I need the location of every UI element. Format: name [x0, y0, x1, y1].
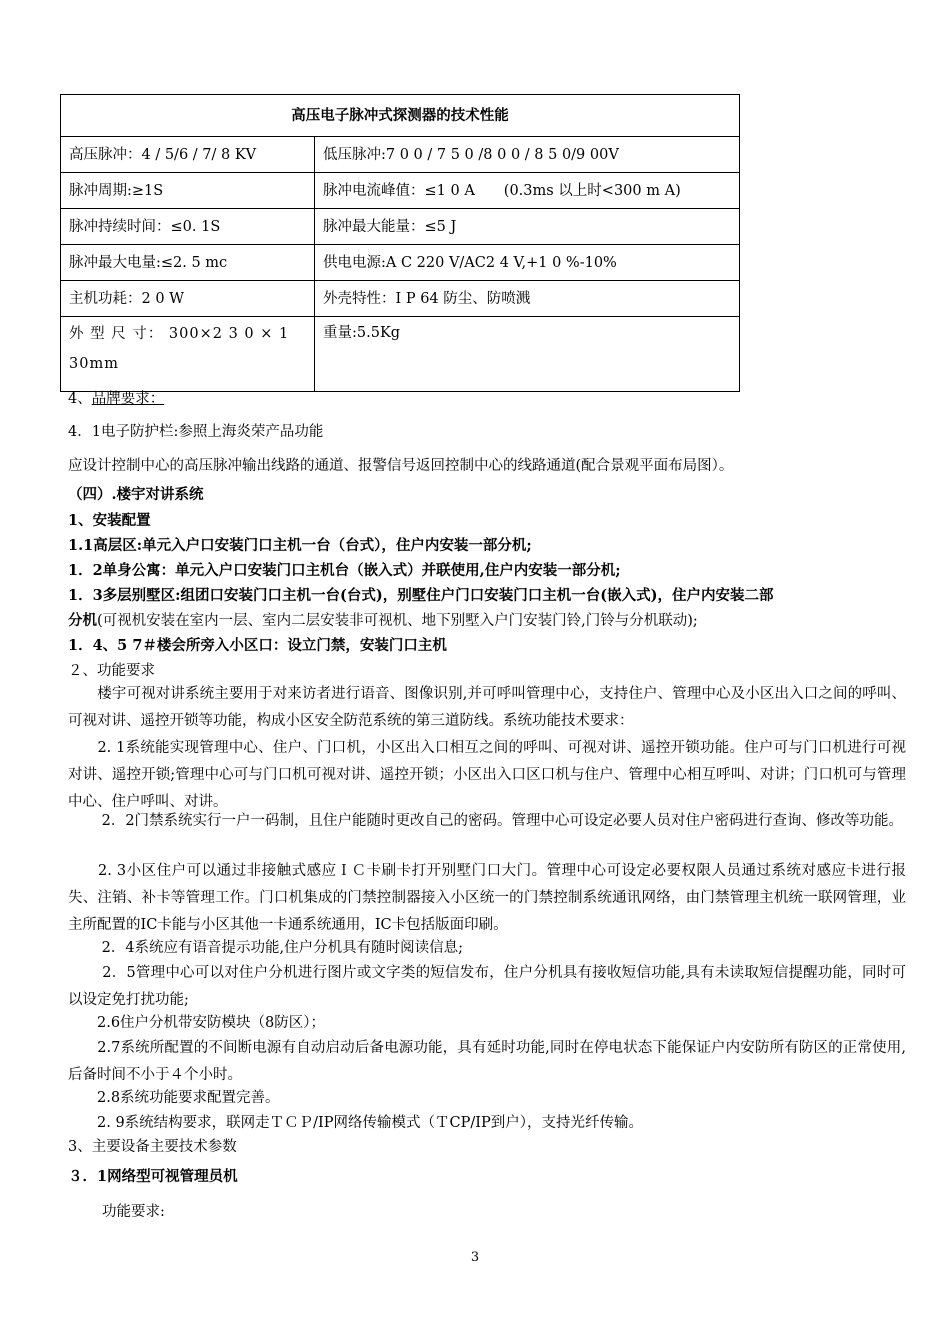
config-note-text: (可视机安装在室内一层、室内二层安装非可视机、地下别墅入户门安装门铃,门铃与分机联动); [97, 613, 698, 629]
function-requirement-label: 功能要求: [102, 1204, 165, 1220]
paragraph-2-2: 2．2门禁系统实行一户一码制，且住户能随时更改自己的密码。管理中心可设定必要人员对住户密码进行查询、修改等功能。 [68, 813, 904, 829]
brand-number: 4、 [68, 391, 92, 407]
section-heading-intercom: （四）.楼宇对讲系统 [68, 486, 204, 503]
table-cell: 脉冲最大能量：≤5 J [315, 209, 740, 245]
table-cell: 脉冲最大电量:≤2. 5 mc [61, 245, 315, 281]
function-heading: ２、功能要求 [68, 663, 155, 679]
paragraph-2-5: 2．5管理中心可以对住户分机进行图片或文字类的短信发布，住户分机具有接收短信功能,具有未读取短信提醒功能，同时可以设定免打扰功能; [68, 965, 906, 1008]
table-row [61, 209, 740, 245]
paragraph-2-8: 2.8系统功能要求配置完善。 [68, 1090, 280, 1106]
table-row [61, 281, 740, 317]
paragraph-2-6: 2.6住户分机带安防模块（8防区）； [68, 1015, 326, 1031]
table-row [61, 317, 740, 392]
table-cell: 脉冲电流峰值：≤1 0 A (0.3ms 以上时<300 m A) [315, 173, 740, 209]
electronic-fence-line: 4．1电子防护栏:参照上海炎荣产品功能 [68, 424, 324, 440]
config-item-1-3-cont [68, 611, 698, 631]
install-config-heading: 1、安装配置 [68, 512, 151, 529]
config-item-1-2: 1．2单身公寓：单元入户口安装门口主机台（嵌入式）并联使用,住户内安装一部分机; [68, 562, 621, 579]
paragraph-2-3: 2. 3小区住户可以通过非接触式感应ＩＣ卡刷卡打开别墅门口大门。管理中心可设定必要权限人员通过系统对感应卡进行报失、注销、补卡等管理工作。门口机集成的门禁控制器接入小区统一的门禁控制系统通讯网络，由门禁管理主机统一联网管理，业主所配置的IC卡能与小区其他一卡通系统通用，IC卡包括版面印刷。 [68, 863, 906, 933]
channel-design-line: 应设计控制中心的高压脉冲输出线路的通道、报警信号返回控制中心的线路通道(配合景观平面布局图）。 [68, 458, 734, 474]
table-cell: 低压脉冲:7 0 0 / 7 5 0 /8 0 0 / 8 5 0/9 00V [315, 137, 740, 173]
paragraph-2-7: 2.7系统所配置的不间断电源有自动启动后备电源功能，具有延时功能,同时在停电状态下能保证户内安防所有防区的正常使用,后备时间不小于４个小时。 [68, 1040, 906, 1083]
table-title: 高压电子脉冲式探测器的技术性能 [61, 95, 740, 137]
table-cell: 脉冲周期:≥1S [61, 173, 315, 209]
brand-requirement-heading [68, 389, 164, 409]
page-number: 3 [470, 1250, 480, 1265]
table-cell: 供电电源:A C 220 V/AC2 4 V,+1 0 %-10% [315, 245, 740, 281]
table-row [61, 245, 740, 281]
table-cell: 主机功耗：2 0 W [61, 281, 315, 317]
brand-label: 品牌要求： [91, 391, 165, 407]
table-cell: 外 型 尺 寸： 300×2 3 0 × 1 30mm [61, 317, 315, 392]
table-cell: 外壳特性：I P 64 防尘、防喷溅 [315, 281, 740, 317]
config-item-1-4: 1．4、5 7＃楼会所旁入小区口：设立门禁，安装门口主机 [68, 637, 447, 654]
tech-spec-table [60, 94, 740, 392]
config-item-1-1: 1.1高层区:单元入户口安装门口主机一台（台式），住户内安装一部分机; [68, 537, 532, 554]
config-bold-text: 分机 [68, 612, 97, 629]
config-item-1-3: 1．3多层别墅区:组团口安装门口主机一台(台式)，别墅住户门口安装门口主机一台(嵌入式)，住户内安装二部 [68, 587, 774, 604]
intro-paragraph: 楼宇可视对讲系统主要用于对来访者进行语音、图像识别,并可呼叫管理中心，支持住户、管理中心及小区出入口之间的呼叫、可视对讲、遥控开锁等功能，构成小区安全防范系统的第三道防线。系统功能技术要求： [68, 686, 906, 729]
table-row [61, 173, 740, 209]
table-cell: 脉冲持续时间：≤0. 1S [61, 209, 315, 245]
paragraph-2-9: 2. 9系统结构要求，联网走ＴＣＰ/IP网络传输模式（ＴCP/IP到户），支持光纤传输。 [68, 1115, 644, 1131]
table-row [61, 137, 740, 173]
table-cell: 重量:5.5Kg [315, 317, 740, 392]
paragraph-2-1: 2. 1系统能实现管理中心、住户、门口机，小区出入口相互之间的呼叫、可视对讲、遥控开锁功能。住户可与门口机进行可视对讲、遥控开锁;管理中心可与门口机可视对讲、遥控开锁；小区出入口区口机与住户、管理中心相互呼叫、对讲；门口机可与管理中心、住户呼叫、对讲。 [68, 740, 906, 810]
manager-unit-heading: ３．1网络型可视管理员机 [68, 1168, 238, 1185]
table-cell: 高压脉冲：4 / 5/6 / 7/ 8 KV [61, 137, 315, 173]
paragraph-2-4: 2．4系统应有语音提示功能,住户分机具有随时阅读信息; [68, 940, 464, 956]
main-equipment-heading: 3、主要设备主要技术参数 [68, 1139, 237, 1155]
